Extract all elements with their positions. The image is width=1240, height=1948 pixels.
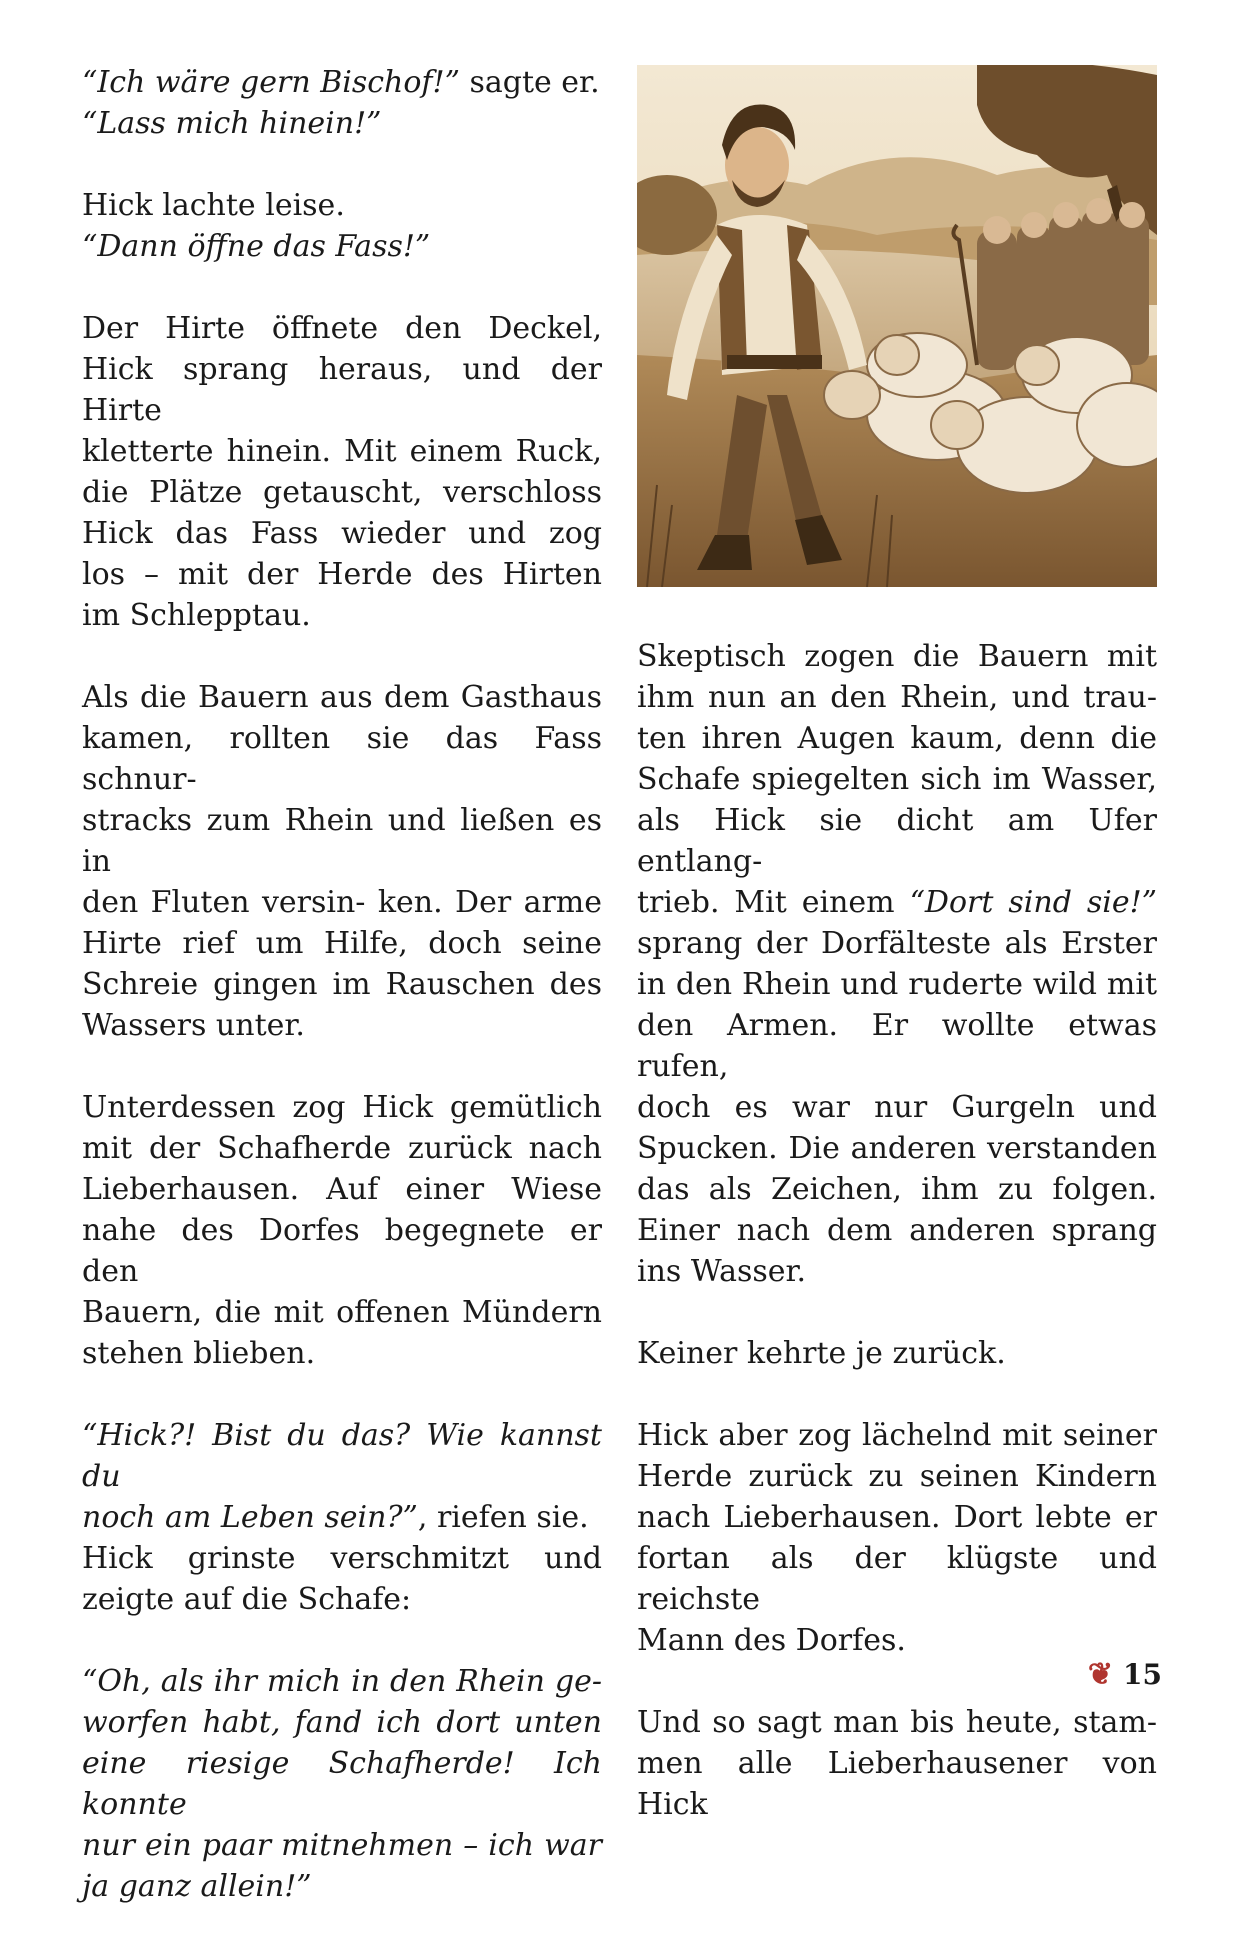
text-line: los – mit der Herde des Hirten <box>82 557 602 592</box>
text-line: ten ihren Augen kaum, denn die <box>637 721 1157 756</box>
text-line: mit der Schafherde zurück nach <box>82 1131 602 1166</box>
text-line: das als Zeichen, ihm zu folgen. <box>637 1172 1157 1207</box>
text-line: im Schlepptau. <box>82 598 311 633</box>
narration-text: Hick lachte leise. <box>82 188 345 223</box>
text-line: stracks zum Rhein und ließen es in <box>82 803 602 879</box>
quote-line: eine riesige Schafherde! Ich konnte <box>82 1746 602 1822</box>
paragraph-skeptisch <box>637 636 1157 1292</box>
paragraph-gasthaus <box>82 677 602 1046</box>
text-line: Der Hirte öffnete den Deckel, <box>82 311 602 346</box>
paragraph-hick-aber <box>637 1415 1157 1661</box>
text-line: Unterdessen zog Hick gemütlich <box>82 1090 602 1125</box>
quote-line: worfen habt, fand ich dort unten <box>82 1705 602 1740</box>
narration-text: , riefen sie. <box>417 1500 589 1535</box>
text-line: Skeptisch zogen die Bauern mit <box>637 639 1157 674</box>
paragraph-hick-question <box>82 1415 602 1620</box>
quote-text: “Lass mich hinein!” <box>82 106 382 141</box>
text-line: Wassers unter. <box>82 1008 305 1043</box>
text-line: Als die Bauern aus dem Gasthaus <box>82 680 602 715</box>
text-line: stehen blieben. <box>82 1336 316 1371</box>
text-line: Bauern, die mit offenen Mündern <box>82 1295 602 1330</box>
quote-text: noch am Leben sein?” <box>82 1500 418 1535</box>
quote-line: ja ganz allein!” <box>82 1869 312 1904</box>
quote-text: “Hick?! Bist du das? Wie kannst du <box>82 1418 602 1494</box>
right-column <box>637 636 1157 1825</box>
text-line: Hick aber zog lächelnd mit seiner <box>637 1418 1157 1453</box>
text-line: Schreie gingen im Rauschen des <box>82 967 602 1002</box>
text-line: Hirte rief um Hilfe, doch seine <box>82 926 602 961</box>
text-line: die Plätze getauscht, verschloss <box>82 475 602 510</box>
page-footer <box>1088 1658 1162 1691</box>
paragraph-schafherde-quote <box>82 1661 602 1907</box>
paragraph-und-so <box>637 1702 1157 1825</box>
quote-text: “Dann öffne das Fass!” <box>82 229 431 264</box>
text-line: als Hick sie dicht am Ufer entlang- <box>637 803 1157 879</box>
text-line: men alle Lieberhausener von Hick <box>637 1746 1157 1822</box>
text-line: den Fluten versin- ken. Der arme <box>82 885 602 920</box>
paragraph-hick-lachte <box>82 185 602 267</box>
text-line: kamen, rollten sie das Fass schnur- <box>82 721 602 797</box>
left-column <box>82 62 602 1948</box>
text-line: Hick grinste verschmitzt und <box>82 1541 602 1576</box>
narration-text: sagte er. <box>459 65 600 100</box>
shepherd-illustration <box>637 65 1157 587</box>
text-line: nahe des Dorfes begegnete er den <box>82 1213 602 1289</box>
text-line: Und so sagt man bis heute, stam- <box>637 1705 1157 1740</box>
text-line: Mann des Dorfes. <box>637 1623 906 1658</box>
paragraph-keiner <box>637 1333 1157 1374</box>
sepia-illustration-icon <box>637 65 1157 587</box>
text-line: ins Wasser. <box>637 1254 807 1289</box>
ornament-icon: ❦ <box>1087 1656 1114 1692</box>
text-line: Spucken. Die anderen verstanden <box>637 1131 1157 1166</box>
text-line: Hick das Fass wieder und zog <box>82 516 602 551</box>
text-line: kletterte hinein. Mit einem Ruck, <box>82 434 602 469</box>
text-line: Keiner kehrte je zurück. <box>637 1336 1006 1371</box>
quote-text: “Dort sind sie!” <box>909 885 1157 920</box>
text-line: zeigte auf die Schafe: <box>82 1582 412 1617</box>
text-line: Herde zurück zu seinen Kindern <box>637 1459 1157 1494</box>
paragraph-unterdessen <box>82 1087 602 1374</box>
quote-line: “Oh, als ihr mich in den Rhein ge- <box>82 1664 602 1699</box>
text-line: Schafe spiegelten sich im Wasser, <box>637 762 1157 797</box>
quote-text: “Ich wäre gern Bischof!” <box>82 65 460 100</box>
text-line: nach Lieberhausen. Dort lebte er <box>637 1500 1157 1535</box>
paragraph-bischof <box>82 62 602 144</box>
text-line: Lieberhausen. Auf einer Wiese <box>82 1172 602 1207</box>
text-line: Einer nach dem anderen sprang <box>637 1213 1157 1248</box>
text-line: fortan als der klügste und reichste <box>637 1541 1157 1617</box>
text-line: den Armen. Er wollte etwas rufen, <box>637 1008 1157 1084</box>
page-number: 15 <box>1123 1658 1162 1691</box>
text-line: sprang der Dorfälteste als Erster <box>637 926 1157 961</box>
text-line: doch es war nur Gurgeln und <box>637 1090 1157 1125</box>
text-line: Hick sprang heraus, und der Hirte <box>82 352 602 428</box>
text-line: ihm nun an den Rhein, und trau- <box>637 680 1157 715</box>
quote-line: nur ein paar mitnehmen – ich war <box>82 1828 602 1863</box>
text-line: in den Rhein und ruderte wild mit <box>637 967 1157 1002</box>
narration-text: trieb. Mit einem <box>637 885 910 920</box>
paragraph-deckel <box>82 308 602 636</box>
